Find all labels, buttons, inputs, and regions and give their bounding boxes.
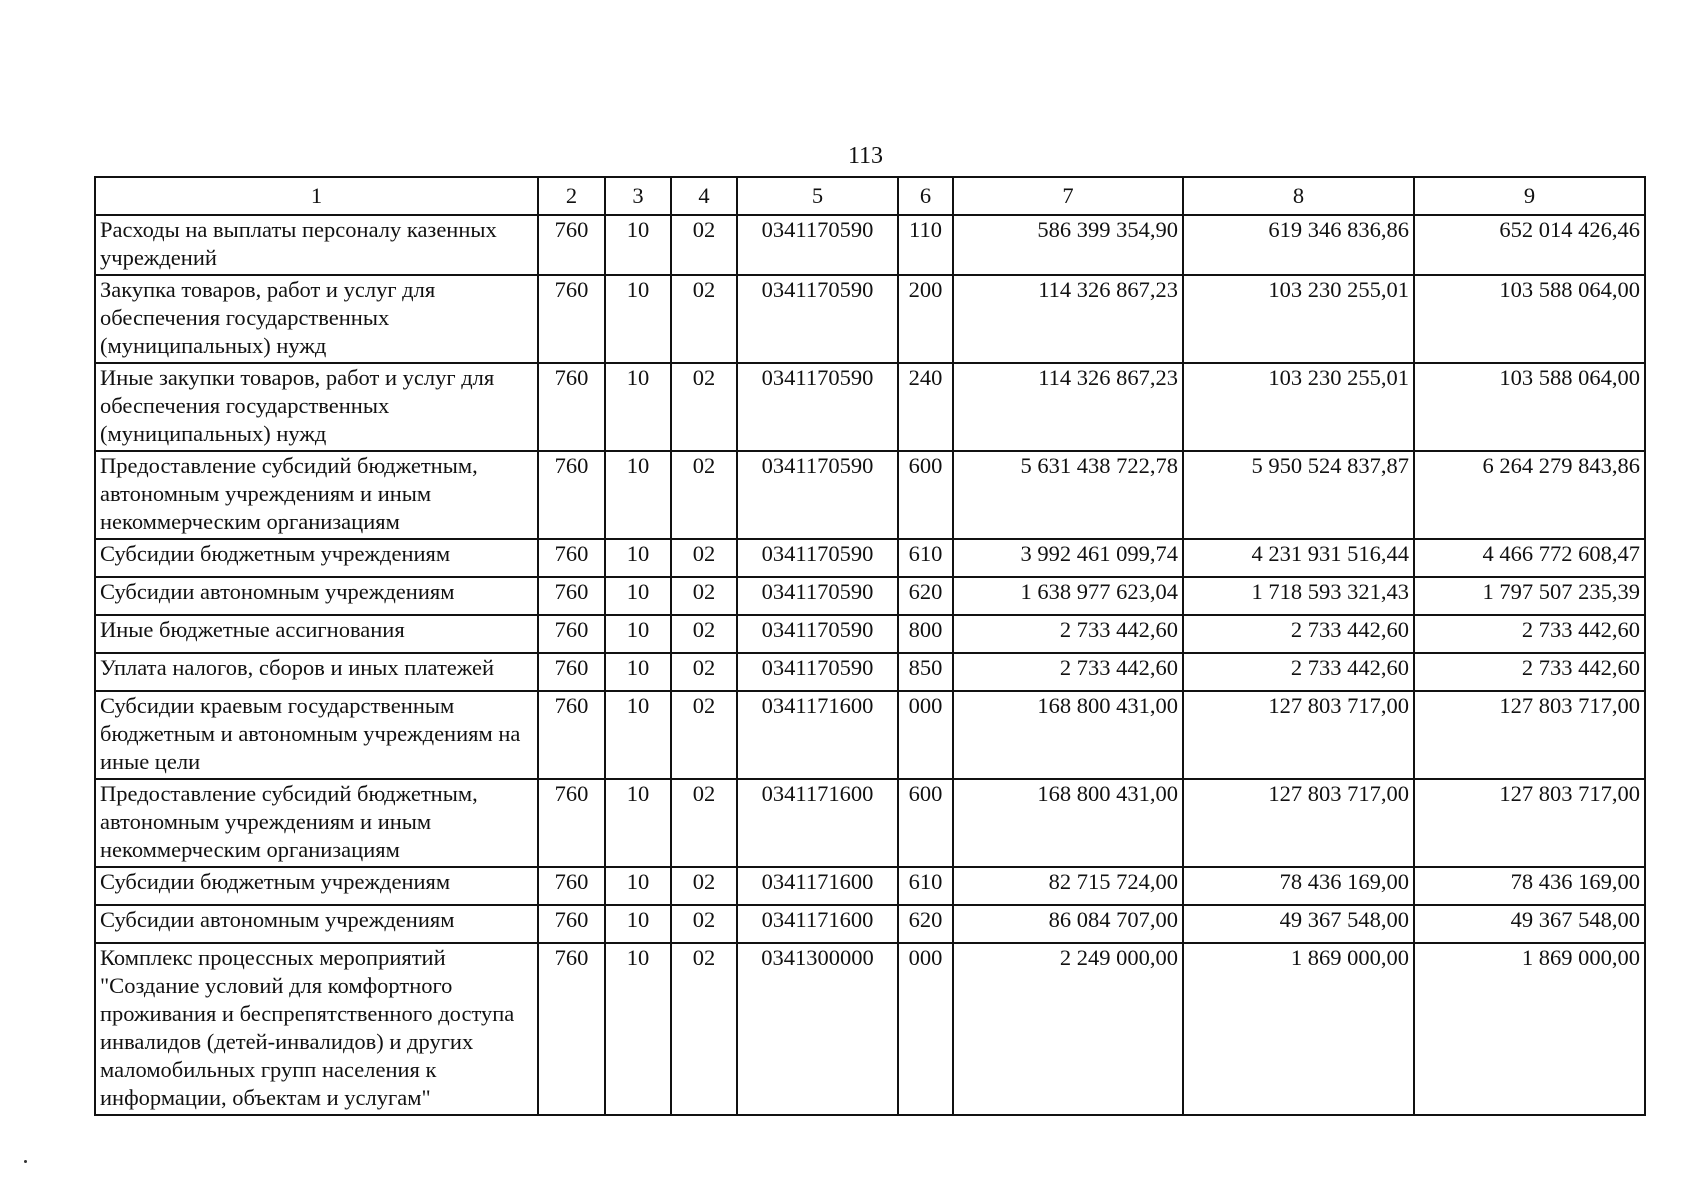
code-cell: 760 bbox=[538, 363, 605, 451]
amount-cell: 2 733 442,60 bbox=[953, 653, 1183, 691]
item-name: Субсидии автономным учреждениям bbox=[95, 905, 538, 943]
amount-cell: 619 346 836,86 bbox=[1183, 215, 1414, 275]
code-cell: 0341170590 bbox=[737, 275, 898, 363]
amount-cell: 5 950 524 837,87 bbox=[1183, 451, 1414, 539]
code-cell: 10 bbox=[605, 215, 671, 275]
code-cell: 620 bbox=[898, 577, 953, 615]
header-cell: 4 bbox=[671, 177, 737, 215]
header-cell: 6 bbox=[898, 177, 953, 215]
amount-cell: 86 084 707,00 bbox=[953, 905, 1183, 943]
code-cell: 02 bbox=[671, 867, 737, 905]
code-cell: 10 bbox=[605, 363, 671, 451]
code-cell: 02 bbox=[671, 577, 737, 615]
code-cell: 0341171600 bbox=[737, 867, 898, 905]
code-cell: 10 bbox=[605, 943, 671, 1115]
amount-cell: 1 718 593 321,43 bbox=[1183, 577, 1414, 615]
code-cell: 0341171600 bbox=[737, 691, 898, 779]
table-row bbox=[95, 779, 1645, 867]
amount-cell: 2 733 442,60 bbox=[1183, 615, 1414, 653]
amount-cell: 127 803 717,00 bbox=[1183, 691, 1414, 779]
code-cell: 0341300000 bbox=[737, 943, 898, 1115]
amount-cell: 2 733 442,60 bbox=[953, 615, 1183, 653]
amount-cell: 2 733 442,60 bbox=[1414, 653, 1645, 691]
code-cell: 0341170590 bbox=[737, 577, 898, 615]
table-row bbox=[95, 275, 1645, 363]
table-row bbox=[95, 867, 1645, 905]
code-cell: 10 bbox=[605, 615, 671, 653]
amount-cell: 2 249 000,00 bbox=[953, 943, 1183, 1115]
code-cell: 760 bbox=[538, 867, 605, 905]
code-cell: 760 bbox=[538, 215, 605, 275]
code-cell: 0341170590 bbox=[737, 615, 898, 653]
amount-cell: 6 264 279 843,86 bbox=[1414, 451, 1645, 539]
code-cell: 610 bbox=[898, 867, 953, 905]
amount-cell: 4 231 931 516,44 bbox=[1183, 539, 1414, 577]
code-cell: 10 bbox=[605, 653, 671, 691]
amount-cell: 1 869 000,00 bbox=[1183, 943, 1414, 1115]
amount-cell: 168 800 431,00 bbox=[953, 691, 1183, 779]
budget-table bbox=[94, 176, 1646, 1116]
amount-cell: 1 797 507 235,39 bbox=[1414, 577, 1645, 615]
table-row bbox=[95, 943, 1645, 1115]
amount-cell: 78 436 169,00 bbox=[1414, 867, 1645, 905]
code-cell: 10 bbox=[605, 691, 671, 779]
code-cell: 000 bbox=[898, 691, 953, 779]
item-name: Расходы на выплаты персоналу казенных учреждений bbox=[95, 215, 538, 275]
code-cell: 0341170590 bbox=[737, 539, 898, 577]
code-cell: 600 bbox=[898, 779, 953, 867]
code-cell: 000 bbox=[898, 943, 953, 1115]
code-cell: 0341170590 bbox=[737, 215, 898, 275]
page-number: 113 bbox=[847, 143, 884, 169]
amount-cell: 5 631 438 722,78 bbox=[953, 451, 1183, 539]
table-row bbox=[95, 363, 1645, 451]
amount-cell: 168 800 431,00 bbox=[953, 779, 1183, 867]
amount-cell: 1 869 000,00 bbox=[1414, 943, 1645, 1115]
code-cell: 200 bbox=[898, 275, 953, 363]
code-cell: 760 bbox=[538, 539, 605, 577]
code-cell: 240 bbox=[898, 363, 953, 451]
code-cell: 760 bbox=[538, 691, 605, 779]
amount-cell: 2 733 442,60 bbox=[1414, 615, 1645, 653]
code-cell: 10 bbox=[605, 539, 671, 577]
amount-cell: 127 803 717,00 bbox=[1414, 691, 1645, 779]
table-row bbox=[95, 577, 1645, 615]
code-cell: 02 bbox=[671, 691, 737, 779]
header-cell: 1 bbox=[95, 177, 538, 215]
code-cell: 600 bbox=[898, 451, 953, 539]
table-row bbox=[95, 615, 1645, 653]
code-cell: 02 bbox=[671, 615, 737, 653]
amount-cell: 78 436 169,00 bbox=[1183, 867, 1414, 905]
table-row bbox=[95, 539, 1645, 577]
amount-cell: 127 803 717,00 bbox=[1414, 779, 1645, 867]
code-cell: 0341171600 bbox=[737, 905, 898, 943]
item-name: Иные бюджетные ассигнования bbox=[95, 615, 538, 653]
code-cell: 02 bbox=[671, 451, 737, 539]
code-cell: 610 bbox=[898, 539, 953, 577]
item-name: Субсидии автономным учреждениям bbox=[95, 577, 538, 615]
amount-cell: 114 326 867,23 bbox=[953, 275, 1183, 363]
header-cell: 7 bbox=[953, 177, 1183, 215]
code-cell: 0341170590 bbox=[737, 653, 898, 691]
code-cell: 0341171600 bbox=[737, 779, 898, 867]
code-cell: 10 bbox=[605, 779, 671, 867]
code-cell: 760 bbox=[538, 451, 605, 539]
amount-cell: 1 638 977 623,04 bbox=[953, 577, 1183, 615]
code-cell: 02 bbox=[671, 905, 737, 943]
item-name: Субсидии бюджетным учреждениям bbox=[95, 539, 538, 577]
code-cell: 850 bbox=[898, 653, 953, 691]
code-cell: 760 bbox=[538, 905, 605, 943]
amount-cell: 586 399 354,90 bbox=[953, 215, 1183, 275]
code-cell: 0341170590 bbox=[737, 451, 898, 539]
code-cell: 02 bbox=[671, 363, 737, 451]
amount-cell: 103 588 064,00 bbox=[1414, 363, 1645, 451]
item-name: Уплата налогов, сборов и иных платежей bbox=[95, 653, 538, 691]
code-cell: 02 bbox=[671, 653, 737, 691]
header-cell: 8 bbox=[1183, 177, 1414, 215]
code-cell: 800 bbox=[898, 615, 953, 653]
amount-cell: 3 992 461 099,74 bbox=[953, 539, 1183, 577]
code-cell: 760 bbox=[538, 943, 605, 1115]
amount-cell: 103 230 255,01 bbox=[1183, 275, 1414, 363]
amount-cell: 103 588 064,00 bbox=[1414, 275, 1645, 363]
header-row bbox=[95, 177, 1645, 215]
item-name: Комплекс процессных мероприятий "Создание условий для комфортного проживания и беспрепятственного доступа инвалидов (детей-инвалидов) и других маломобильных групп населения к информации, объектам и услугам" bbox=[95, 943, 538, 1115]
code-cell: 10 bbox=[605, 867, 671, 905]
amount-cell: 652 014 426,46 bbox=[1414, 215, 1645, 275]
table-row bbox=[95, 215, 1645, 275]
code-cell: 10 bbox=[605, 451, 671, 539]
amount-cell: 2 733 442,60 bbox=[1183, 653, 1414, 691]
code-cell: 02 bbox=[671, 779, 737, 867]
amount-cell: 103 230 255,01 bbox=[1183, 363, 1414, 451]
table-row bbox=[95, 451, 1645, 539]
code-cell: 10 bbox=[605, 905, 671, 943]
table-row bbox=[95, 905, 1645, 943]
code-cell: 760 bbox=[538, 615, 605, 653]
code-cell: 110 bbox=[898, 215, 953, 275]
item-name: Закупка товаров, работ и услуг для обеспечения государственных (муниципальных) нужд bbox=[95, 275, 538, 363]
amount-cell: 49 367 548,00 bbox=[1183, 905, 1414, 943]
code-cell: 02 bbox=[671, 215, 737, 275]
header-cell: 3 bbox=[605, 177, 671, 215]
item-name: Предоставление субсидий бюджетным, автономным учреждениям и иным некоммерческим организациям bbox=[95, 451, 538, 539]
code-cell: 760 bbox=[538, 577, 605, 615]
item-name: Субсидии бюджетным учреждениям bbox=[95, 867, 538, 905]
item-name: Субсидии краевым государственным бюджетным и автономным учреждениям на иные цели bbox=[95, 691, 538, 779]
item-name: Иные закупки товаров, работ и услуг для обеспечения государственных (муниципальных) нужд bbox=[95, 363, 538, 451]
amount-cell: 114 326 867,23 bbox=[953, 363, 1183, 451]
code-cell: 10 bbox=[605, 577, 671, 615]
amount-cell: 4 466 772 608,47 bbox=[1414, 539, 1645, 577]
amount-cell: 127 803 717,00 bbox=[1183, 779, 1414, 867]
code-cell: 10 bbox=[605, 275, 671, 363]
code-cell: 02 bbox=[671, 275, 737, 363]
scan-speck bbox=[24, 1160, 27, 1163]
item-name: Предоставление субсидий бюджетным, автономным учреждениям и иным некоммерческим организациям bbox=[95, 779, 538, 867]
code-cell: 02 bbox=[671, 539, 737, 577]
amount-cell: 49 367 548,00 bbox=[1414, 905, 1645, 943]
header-cell: 9 bbox=[1414, 177, 1645, 215]
code-cell: 0341170590 bbox=[737, 363, 898, 451]
code-cell: 760 bbox=[538, 779, 605, 867]
table-row bbox=[95, 653, 1645, 691]
header-cell: 5 bbox=[737, 177, 898, 215]
amount-cell: 82 715 724,00 bbox=[953, 867, 1183, 905]
header-cell: 2 bbox=[538, 177, 605, 215]
code-cell: 02 bbox=[671, 943, 737, 1115]
code-cell: 760 bbox=[538, 653, 605, 691]
table-row bbox=[95, 691, 1645, 779]
code-cell: 620 bbox=[898, 905, 953, 943]
code-cell: 760 bbox=[538, 275, 605, 363]
